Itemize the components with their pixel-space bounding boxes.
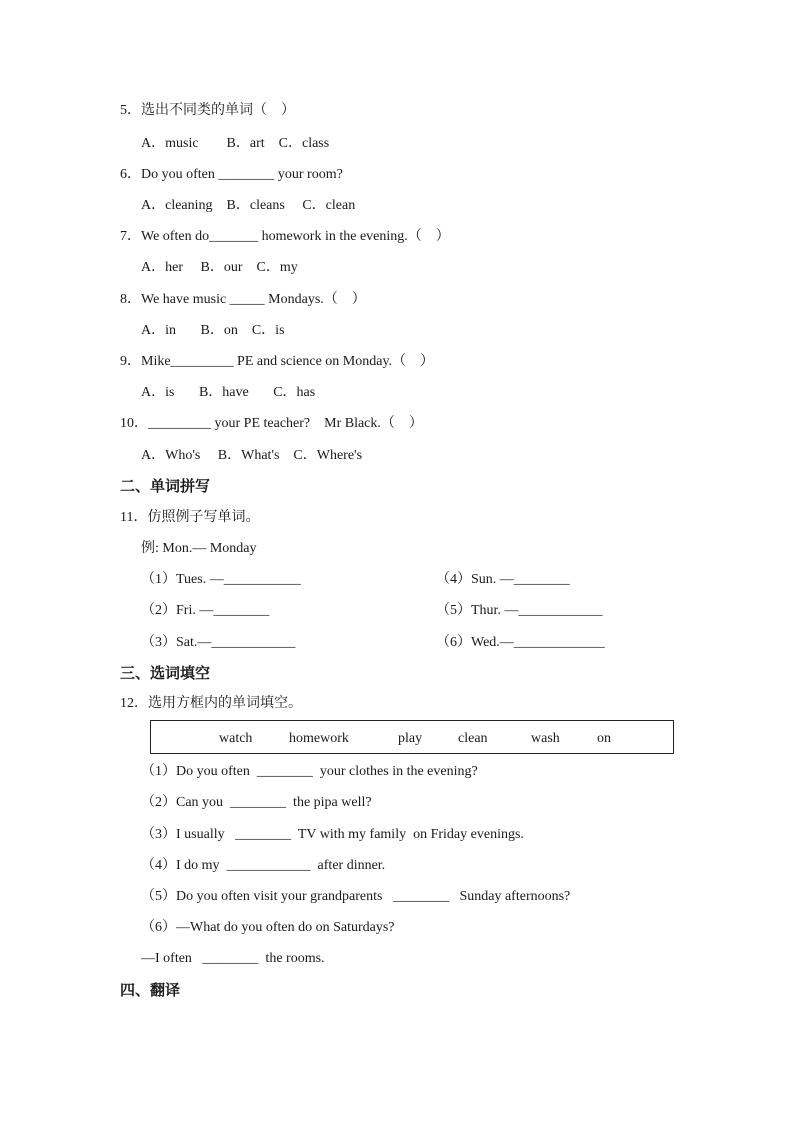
q11-item: （6）Wed.—_____________ xyxy=(436,635,605,650)
section-title-fill-in: 三、选词填空 xyxy=(120,664,211,682)
q7-stem: 7．We often do_______ homework in the evening.（ ） xyxy=(120,229,450,244)
word-option: on xyxy=(597,731,611,746)
q11-item: （5）Thur. —____________ xyxy=(436,603,603,618)
q7-options: A．her B．our C．my xyxy=(141,260,298,275)
q9-options: A．is B．have C．has xyxy=(141,385,316,400)
q8-stem: 8．We have music _____ Mondays.（ ） xyxy=(120,292,366,307)
q12-item: （1）Do you often ________ your clothes in the evening? xyxy=(141,764,478,779)
q5-stem: 5．选出不同类的单词（ ） xyxy=(120,103,295,118)
word-option: clean xyxy=(458,731,488,746)
q12-item: （3）I usually ________ TV with my family on Friday evenings. xyxy=(141,827,524,842)
q11-item: （3）Sat.—____________ xyxy=(141,635,296,650)
q10-options: A．Who's B．What's C．Where's xyxy=(141,448,363,463)
q11-item: （2）Fri. —________ xyxy=(141,603,270,618)
word-option: wash xyxy=(531,731,560,746)
section-title-translation: 四、翻译 xyxy=(120,981,181,999)
q11-item: （4）Sun. —________ xyxy=(436,572,570,587)
q12-item: （6）—What do you often do on Saturdays? xyxy=(141,920,395,935)
word-option: watch xyxy=(219,731,253,746)
q12-stem: 12．选用方框内的单词填空。 xyxy=(120,696,302,711)
q9-stem: 9．Mike_________ PE and science on Monday.（ ） xyxy=(120,354,435,369)
q5-options: A．music B．art C．class xyxy=(141,136,330,151)
q6-stem: 6．Do you often ________ your room? xyxy=(120,167,343,182)
q8-options: A．in B．on C．is xyxy=(141,323,285,338)
section-title-spelling: 二、单词拼写 xyxy=(120,477,211,495)
q12-item: （4）I do my ____________ after dinner. xyxy=(141,858,386,873)
q11-stem: 11．仿照例子写单词。 xyxy=(120,510,260,525)
word-option: homework xyxy=(289,731,349,746)
q6-options: A．cleaning B．cleans C．clean xyxy=(141,198,356,213)
word-option: play xyxy=(398,731,423,746)
q11-item: （1）Tues. —___________ xyxy=(141,572,301,587)
q10-stem: 10．_________ your PE teacher? Mr Black.（ ） xyxy=(120,416,423,431)
q11-example: 例: Mon.— Monday xyxy=(141,541,257,556)
q12-item-answer: —I often ________ the rooms. xyxy=(141,951,325,966)
q12-item: （5）Do you often visit your grandparents ________ Sunday afternoons? xyxy=(141,889,571,904)
q12-item: （2）Can you ________ the pipa well? xyxy=(141,795,372,810)
